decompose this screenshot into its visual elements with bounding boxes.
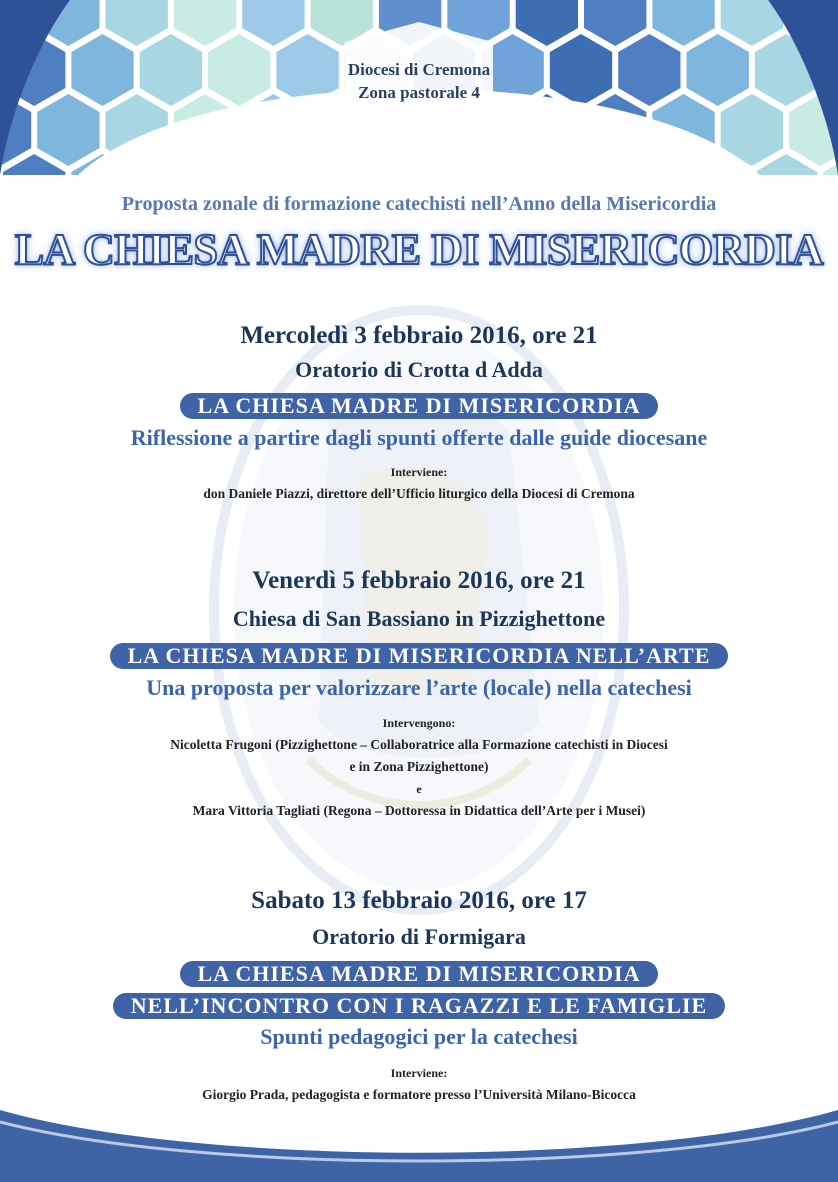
event1-speaker-label: Interviene: [390, 465, 448, 479]
event2-title-pill [0, 643, 838, 669]
event2-place: Chiesa di San Bassiano in Pizzighettone [232, 606, 606, 631]
event1-title: LA CHIESA MADRE DI MISERICORDIA [180, 393, 659, 419]
event2-title: LA CHIESA MADRE DI MISERICORDIA NELL’ARTE [110, 643, 729, 669]
event1-description: Riflessione a partire dagli spunti offerte dalle guide diocesane [130, 425, 708, 450]
event3-title-line1: LA CHIESA MADRE DI MISERICORDIA [180, 961, 659, 987]
event3-place: Oratorio di Formigara [312, 924, 526, 949]
event3-title-pill-2 [0, 993, 838, 1019]
event1-date: Mercoledì 3 febbraio 2016, ore 21 [240, 322, 598, 349]
page-subtitle: Proposta zonale di formazione catechisti nell’Anno della Misericordia [121, 193, 717, 215]
event2-speaker-label: Intervengono: [382, 716, 456, 730]
event2-speaker1-line2: e in Zona Pizzighettone) [349, 759, 489, 774]
event3-speaker-label: Interviene: [390, 1066, 448, 1080]
org-zone: Zona pastorale 4 [358, 83, 480, 102]
event2-conjunction: e [416, 782, 422, 796]
org-diocese: Diocesi di Cremona [347, 60, 491, 79]
event3-speaker: Giorgio Prada, pedagogista e formatore presso l’Università Milano-Bicocca [202, 1087, 636, 1102]
page-title: LA CHIESA MADRE DI MISERICORDIA [14, 225, 824, 274]
event2-speaker2: Mara Vittoria Tagliati (Regona – Dottoressa in Didattica dell’Arte per i Musei) [192, 803, 646, 818]
event3-title-pill-1 [0, 961, 838, 987]
event3-title-line2: NELL’INCONTRO CON I RAGAZZI E LE FAMIGLIE [113, 993, 725, 1019]
event3-description: Spunti pedagogici per la catechesi [260, 1024, 578, 1049]
event2-description: Una proposta per valorizzare l’arte (locale) nella catechesi [146, 675, 692, 700]
event1-title-pill [0, 393, 838, 419]
event1-speaker: don Daniele Piazzi, direttore dell’Ufficio liturgico della Diocesi di Cremona [203, 486, 635, 501]
event1-place: Oratorio di Crotta d Adda [295, 357, 543, 382]
event2-date: Venerdì 5 febbraio 2016, ore 21 [252, 567, 586, 594]
event3-date: Sabato 13 febbraio 2016, ore 17 [251, 887, 587, 914]
event2-speaker1-line1: Nicoletta Frugoni (Pizzighettone – Collaboratrice alla Formazione catechisti in Diocesi [170, 737, 668, 752]
